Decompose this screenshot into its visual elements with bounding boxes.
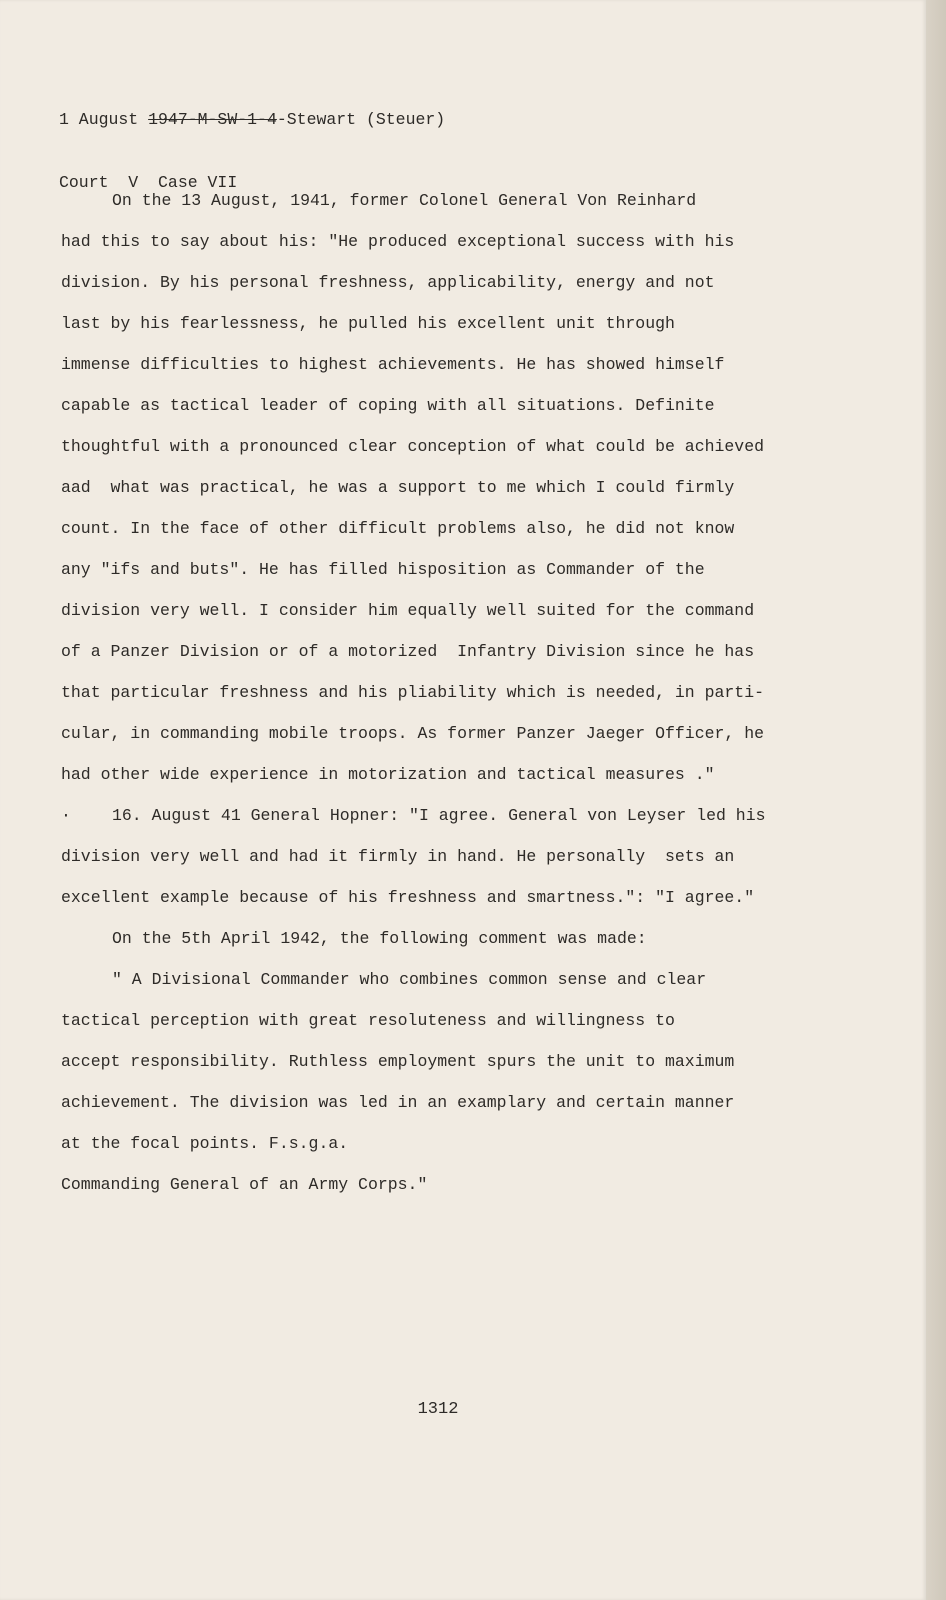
body-line: of a Panzer Division or of a motorized Infantry Division since he has [61, 642, 755, 661]
body-line: last by his fearlessness, he pulled his excellent unit through [61, 314, 675, 333]
document-body [61, 187, 851, 1212]
body-line: division very well. I consider him equally well suited for the command [61, 601, 755, 620]
body-line: thoughtful with a pronounced clear conception of what could be achieved [61, 437, 765, 456]
body-line-text: 16. August 41 General Hopner: "I agree. General von Leyser led his [112, 806, 766, 825]
body-line: division. By his personal freshness, applicability, energy and not [61, 273, 715, 292]
body-line: On the 5th April 1942, the following comment was made: [112, 929, 647, 948]
bullet-mark: · [61, 806, 71, 825]
header-line-date [59, 109, 445, 130]
body-line: cular, in commanding mobile troops. As former Panzer Jaeger Officer, he [61, 724, 765, 743]
body-line: division very well and had it firmly in hand. He personally sets an [61, 847, 735, 866]
body-line: at the focal points. F.s.g.a. [61, 1134, 349, 1153]
header-witness-name: -Stewart (Steuer) [276, 110, 446, 129]
body-line: any "ifs and buts". He has filled hisposition as Commander of the [61, 560, 705, 579]
header-date: 1 August [59, 110, 149, 129]
body-line: tactical perception with great resoluteness and willingness to [61, 1011, 675, 1030]
body-line: On the 13 August, 1941, former Colonel General Von Reinhard [112, 191, 697, 210]
body-line: excellent example because of his freshness and smartness.": "I agree." [61, 888, 755, 907]
body-line: accept responsibility. Ruthless employment spurs the unit to maximum [61, 1052, 735, 1071]
body-line: had other wide experience in motorization and tactical measures ." [61, 765, 715, 784]
page-edge [926, 0, 946, 1600]
body-line: achievement. The division was led in an examplary and certain manner [61, 1093, 735, 1112]
body-line: immense difficulties to highest achievements. He has showed himself [61, 355, 725, 374]
body-line: Commanding General of an Army Corps." [61, 1175, 428, 1194]
body-line: count. In the face of other difficult problems also, he did not know [61, 519, 735, 538]
body-line: had this to say about his: "He produced exceptional success with his [61, 232, 735, 251]
page-number: 1312 [417, 1400, 459, 1419]
header-struck-reference: 1947-M-SW-1-4 [148, 110, 277, 129]
body-line: that particular freshness and his pliability which is needed, in parti- [61, 683, 765, 702]
body-line: capable as tactical leader of coping with all situations. Definite [61, 396, 715, 415]
body-line-with-bullet [61, 802, 851, 843]
header-court-case: Court V Case VII [59, 173, 238, 192]
body-line: aad what was practical, he was a support to me which I could firmly [61, 478, 735, 497]
body-line: " A Divisional Commander who combines common sense and clear [112, 970, 707, 989]
